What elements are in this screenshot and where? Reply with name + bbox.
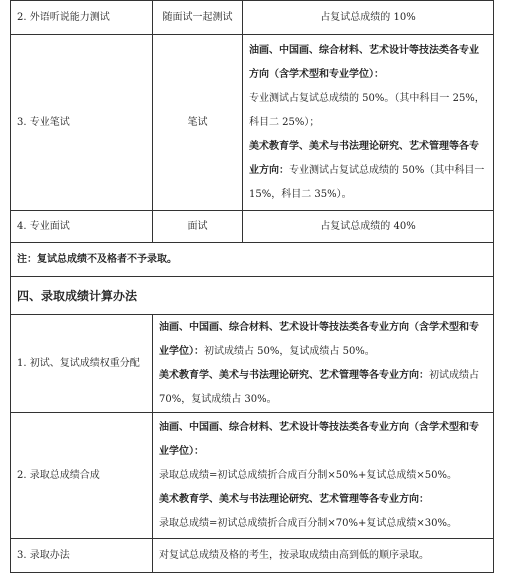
weight-detail-cell xyxy=(243,35,494,211)
weight-cell: 占复试总成绩的 10% xyxy=(243,1,494,35)
item-cell: 2. 外语听说能力测试 xyxy=(11,1,153,35)
method-cell: 面试 xyxy=(153,211,243,243)
category-heading: 油画、中国画、综合材料、艺术设计等技法类各专业方向（含学术型和专业学位）： xyxy=(249,44,479,80)
detail-cell xyxy=(153,315,494,413)
item-cell: 3. 录取办法 xyxy=(11,539,153,573)
weight-text: 初试成绩占 50%，复试成绩占 50%。 xyxy=(204,345,375,357)
formula-text: 录取总成绩=初试总成绩折合成百分制×50%+复试总成绩×50%。 xyxy=(159,469,457,481)
weight-text: 专业测试占复试总成绩的 50%（其中科目一 15%，科目二 35%）。 xyxy=(249,164,485,200)
category-heading: 油画、中国画、综合材料、艺术设计等技法类各专业方向（含学术型和专业学位）： xyxy=(159,321,479,357)
table-row-interview xyxy=(11,211,494,243)
table-row-written-exam xyxy=(11,35,494,211)
item-cell: 3. 专业笔试 xyxy=(11,35,153,211)
table-row-admission-method xyxy=(11,539,494,573)
weight-cell: 占复试总成绩的 40% xyxy=(243,211,494,243)
table-row-total-score xyxy=(11,413,494,539)
note-text: 注：复试总成绩不及格者不予录取。 xyxy=(11,243,494,277)
item-cell: 1. 初试、复试成绩权重分配 xyxy=(11,315,153,413)
category-heading: 油画、中国画、综合材料、艺术设计等技法类各专业方向（含学术型和专业学位）： xyxy=(159,421,479,457)
method-cell: 随面试一起测试 xyxy=(153,1,243,35)
method-cell: 笔试 xyxy=(153,35,243,211)
detail-cell: 对复试总成绩及格的考生，按录取成绩由高到低的顺序录取。 xyxy=(153,539,494,573)
category-heading: 美术教育学、美术与书法理论研究、艺术管理等各专业方向： xyxy=(159,493,429,505)
weight-text: 初试成绩占 70%，复试成绩占 30%。 xyxy=(159,369,479,405)
item-cell: 2. 录取总成绩合成 xyxy=(11,413,153,539)
admission-rules-table xyxy=(10,0,494,573)
category-heading: 美术教育学、美术与书法理论研究、艺术管理等各专业方向： xyxy=(249,140,479,176)
weight-text: 专业测试占复试总成绩的 50%。（其中科目一 25%，科目二 25%）； xyxy=(249,92,485,128)
detail-cell xyxy=(153,413,494,539)
table-note-row xyxy=(11,243,494,277)
category-heading: 美术教育学、美术与书法理论研究、艺术管理等各专业方向： xyxy=(159,369,429,381)
item-cell: 4. 专业面试 xyxy=(11,211,153,243)
section-heading-row xyxy=(11,277,494,315)
table-row-foreign-language xyxy=(11,1,494,35)
section-title: 四、录取成绩计算办法 xyxy=(11,277,494,315)
formula-text: 录取总成绩=初试总成绩折合成百分制×70%+复试总成绩×30%。 xyxy=(159,517,457,529)
table-row-weight-distribution xyxy=(11,315,494,413)
